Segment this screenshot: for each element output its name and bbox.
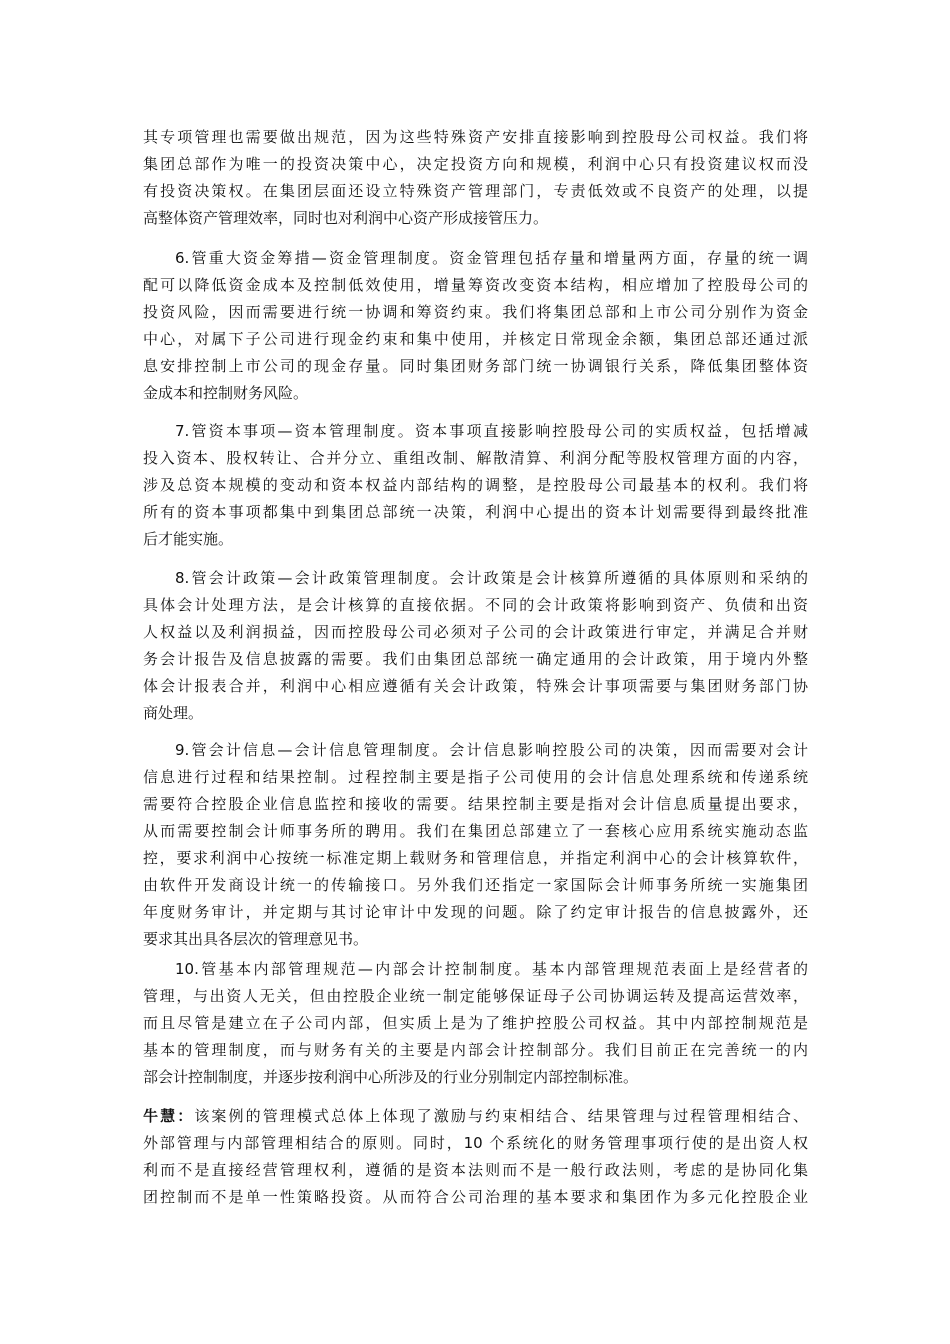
text-line	[143, 1103, 808, 1130]
text-line: 基本的管理制度，而与财务有关的主要是内部会计控制部分。我们目前正在完善统一的内	[143, 1041, 808, 1059]
text-line: 商处理。	[143, 704, 204, 722]
text-line: 10.管基本内部管理规范—内部会计控制制度。基本内部管理规范表面上是经营者的	[175, 960, 808, 978]
text-line: 6.管重大资金筹措—资金管理制度。资金管理包括存量和增量两方面，存量的统一调	[175, 249, 808, 267]
text-line: 所有的资本事项都集中到集团总部统一决策，利润中心提出的资本计划需要得到最终批准	[143, 503, 808, 521]
text-line: 要求其出具各层次的管理意见书。	[143, 930, 369, 948]
text-line: 从而需要控制会计师事务所的聘用。我们在集团总部建立了一套核心应用系统实施动态监	[143, 822, 808, 840]
text-line: 管理，与出资人无关，但由控股企业统一制定能够保证母子公司协调运转及提高运营效率，	[143, 987, 808, 1005]
commentary-paragraph	[143, 1103, 808, 1211]
text-line: 控，要求利润中心按统一标准定期上载财务和管理信息，并指定利润中心的会计核算软件，	[143, 849, 808, 867]
text-line: 由软件开发商设计统一的传输接口。另外我们还指定一家国际会计师事务所统一实施集团	[143, 876, 808, 894]
text-line: 集团总部作为唯一的投资决策中心，决定投资方向和规模，利润中心只有投资建议权而没	[143, 155, 808, 173]
commentary-text: 该案例的管理模式总体上体现了激励与约束相结合、结果管理与过程管理相结合、	[194, 1107, 808, 1125]
commentator-label: 牛慧：	[143, 1107, 195, 1125]
text-line: 息安排控制上市公司的现金存量。同时集团财务部门统一协调银行关系，降低集团整体资	[143, 357, 808, 375]
paragraph-9-accounting-info	[143, 737, 808, 953]
text-line: 涉及总资本规模的变动和资本权益内部结构的调整，是控股母公司最基本的权利。我们将	[143, 476, 808, 494]
text-line: 需要符合控股企业信息监控和接收的需要。结果控制主要是指对会计信息质量提出要求，	[143, 795, 808, 813]
text-line: 体会计报表合并，利润中心相应遵循有关会计政策，特殊会计事项需要与集团财务部门协	[143, 677, 808, 695]
text-line: 务会计报告及信息披露的需要。我们由集团总部统一确定通用的会计政策，用于境内外整	[143, 650, 808, 668]
text-line: 配可以降低资金成本及控制低效使用，增量筹资改变资本结构，相应增加了控股母公司的	[143, 276, 808, 294]
text-line: 8.管会计政策—会计政策管理制度。会计政策是会计核算所遵循的具体原则和采纳的	[175, 569, 808, 587]
text-line: 高整体资产管理效率，同时也对利润中心资产形成接管压力。	[143, 209, 549, 227]
text-line: 具体会计处理方法，是会计核算的直接依据。不同的会计政策将影响到资产、负债和出资	[143, 596, 808, 614]
text-line: 金成本和控制财务风险。	[143, 384, 309, 402]
text-line: 其专项管理也需要做出规范，因为这些特殊资产安排直接影响到控股母公司权益。我们将	[143, 128, 808, 146]
text-line: 外部管理与内部管理相结合的原则。同时，10 个系统化的财务管理事项行使的是出资人权	[143, 1134, 808, 1152]
text-line: 9.管会计信息—会计信息管理制度。会计信息影响控股公司的决策，因而需要对会计	[175, 741, 808, 759]
paragraph-7-capital	[143, 418, 808, 553]
text-line: 人权益以及利润损益，因而控股母公司必须对子公司的会计政策进行审定，并满足合并财	[143, 623, 808, 641]
text-line: 年度财务审计，并定期与其讨论审计中发现的问题。除了约定审计报告的信息披露外，还	[143, 903, 808, 921]
text-line: 后才能实施。	[143, 530, 234, 548]
text-line: 7.管资本事项—资本管理制度。资本事项直接影响控股母公司的实质权益，包括增减	[175, 422, 808, 440]
paragraph-continuation	[143, 124, 808, 232]
text-line: 团控制而不是单一性策略投资。从而符合公司治理的基本要求和集团作为多元化控股企业	[143, 1188, 808, 1206]
text-line: 信息进行过程和结果控制。过程控制主要是指子公司使用的会计信息处理系统和传递系统	[143, 768, 808, 786]
text-line: 而且尽管是建立在子公司内部，但实质上是为了维护控股公司权益。其中内部控制规范是	[143, 1014, 808, 1032]
paragraph-8-accounting-policy	[143, 565, 808, 727]
text-line: 利而不是直接经营管理权利，遵循的是资本法则而不是一般行政法则，考虑的是协同化集	[143, 1161, 808, 1179]
text-line: 部会计控制制度，并逐步按利润中心所涉及的行业分别制定内部控制标准。	[143, 1068, 639, 1086]
text-line: 投入资本、股权转让、合并分立、重组改制、解散清算、利润分配等股权管理方面的内容，	[143, 449, 808, 467]
text-line: 投资风险，因而需要进行统一协调和筹资约束。我们将集团总部和上市公司分别作为资金	[143, 303, 808, 321]
paragraph-10-internal-control	[143, 956, 808, 1091]
text-line: 有投资决策权。在集团层面还设立特殊资产管理部门，专责低效或不良资产的处理，以提	[143, 182, 808, 200]
paragraph-6-funding	[143, 245, 808, 407]
text-line: 中心，对属下子公司进行现金约束和集中使用，并核定日常现金余额，集团总部还通过派	[143, 330, 808, 348]
